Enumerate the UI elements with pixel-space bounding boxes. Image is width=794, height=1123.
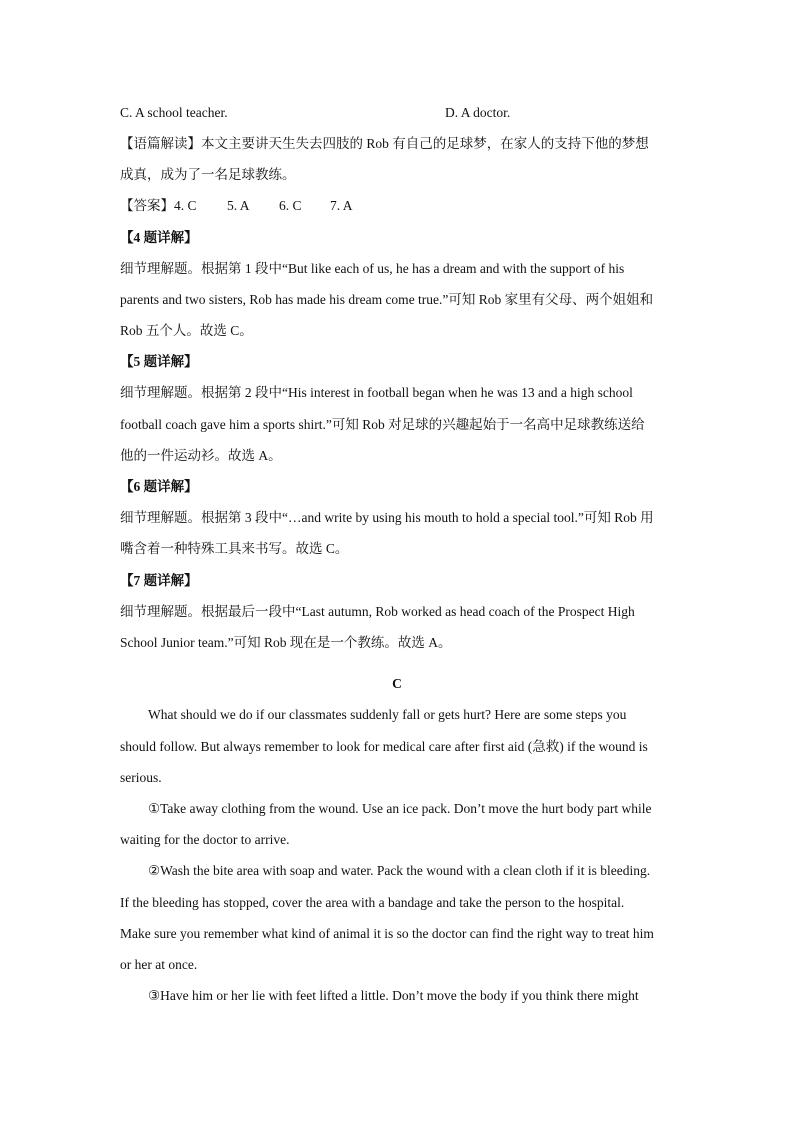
answer-line: [120, 197, 680, 215]
q4-line-1: 细节理解题。根据第 1 段中“But like each of us, he has a dream and with the support of his: [120, 261, 625, 276]
q5-line-3: 他的一件运动衫。故选 A。: [120, 448, 282, 463]
p1-line-3: serious.: [120, 770, 162, 785]
p2-line-2: waiting for the doctor to arrive.: [120, 832, 290, 847]
q5-line-2: football coach gave him a sports shirt.”可知 Rob 对足球的兴趣起始于一名高中足球教练送给: [120, 417, 645, 432]
p1-line-1: What should we do if our classmates suddenly fall or gets hurt? Here are some steps you: [148, 707, 627, 722]
q5-heading: 【5 题详解】: [120, 354, 198, 369]
p1-line-2: should follow. But always remember to look for medical care after first aid (急救) if the wound is: [120, 739, 648, 754]
analysis-line-2: 成真，成为了一名足球教练。: [120, 167, 296, 182]
q6-line-2: 嘴含着一种特殊工具来书写。故选 C。: [120, 541, 349, 556]
answer-5: 5. A: [227, 198, 250, 213]
section-c-title: C: [392, 676, 402, 691]
p3-line-1: ②Wash the bite area with soap and water. Pack the wound with a clean cloth if it is bleeding.: [148, 863, 651, 878]
q7-line-2: School Junior team.”可知 Rob 现在是一个教练。故选 A。: [120, 635, 452, 650]
answer-6: 6. C: [279, 198, 302, 213]
analysis-line-1: 【语篇解读】本文主要讲天生失去四肢的 Rob 有自己的足球梦，在家人的支持下他的梦想: [120, 136, 649, 151]
q6-line-1: 细节理解题。根据第 3 段中“…and write by using his mouth to hold a special tool.”可知 Rob 用: [120, 510, 654, 525]
q4-line-3: Rob 五个人。故选 C。: [120, 323, 253, 338]
p2-line-1: ①Take away clothing from the wound. Use an ice pack. Don’t move the hurt body part while: [148, 801, 652, 816]
q5-line-1: 细节理解题。根据第 2 段中“His interest in football began when he was 13 and a high school: [120, 385, 633, 400]
q4-line-2: parents and two sisters, Rob has made his dream come true.”可知 Rob 家里有父母、两个姐姐和: [120, 292, 654, 307]
q6-heading: 【6 题详解】: [120, 479, 198, 494]
q4-heading: 【4 题详解】: [120, 230, 198, 245]
answer-7: 7. A: [330, 198, 353, 213]
p4-line-1: ③Have him or her lie with feet lifted a little. Don’t move the body if you think there might: [148, 988, 639, 1003]
p3-line-2: If the bleeding has stopped, cover the area with a bandage and take the person to the hospital.: [120, 895, 625, 910]
p3-line-3: Make sure you remember what kind of animal it is so the doctor can find the right way to treat him: [120, 926, 654, 941]
option-c: C. A school teacher.: [120, 105, 228, 120]
option-d: D. A doctor.: [445, 105, 511, 120]
q7-heading: 【7 题详解】: [120, 573, 198, 588]
answer-4: 4. C: [174, 198, 197, 213]
q7-line-1: 细节理解题。根据最后一段中“Last autumn, Rob worked as head coach of the Prospect High: [120, 604, 635, 619]
p3-line-4: or her at once.: [120, 957, 198, 972]
answer-label: 【答案】: [120, 198, 174, 213]
